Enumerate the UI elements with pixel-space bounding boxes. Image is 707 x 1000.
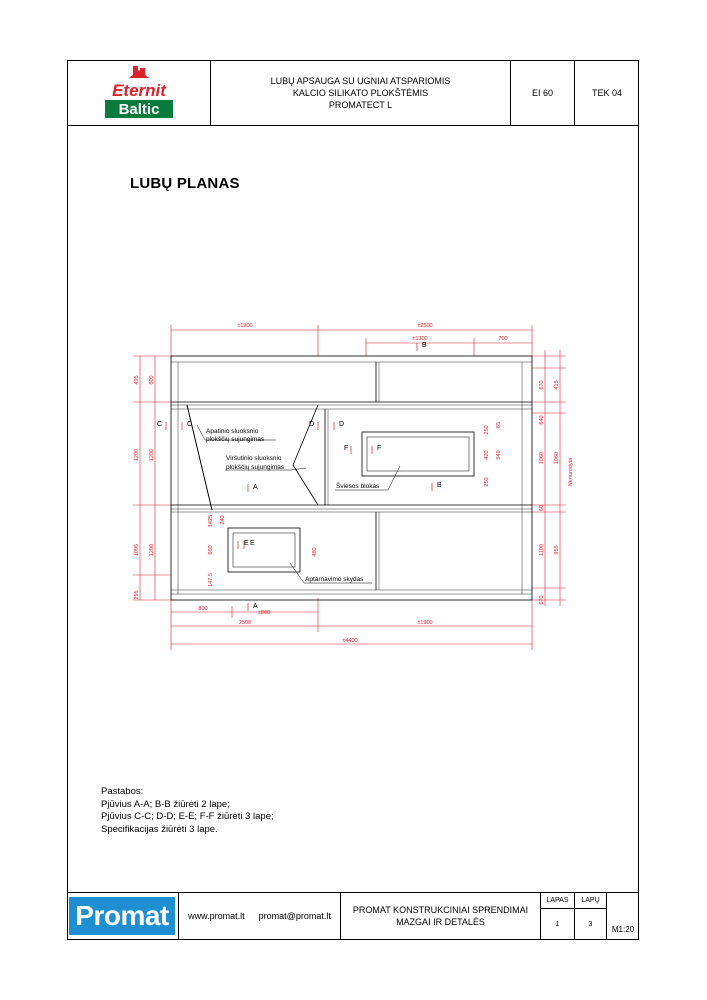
logo-top-text: Eternit	[111, 80, 166, 100]
dim-left-7: 295	[134, 590, 140, 600]
hole-dim-5: 65	[496, 421, 502, 429]
label-top-layer-1: Viršutinio sluoksnio	[226, 455, 282, 462]
dim-bottom-4: ±1900	[417, 620, 433, 626]
section-mark-e1: E	[244, 540, 249, 547]
footer-website[interactable]: www.promat.lt	[188, 911, 245, 921]
sheet-number: 1	[555, 921, 560, 928]
dim-bottom-1: 800	[198, 606, 208, 612]
section-mark-f2: F	[377, 445, 382, 452]
notes-block	[101, 786, 274, 836]
fire-rating: EI 60	[531, 87, 553, 98]
notes-line-1: Pjūvius A-A; B-B žiūrėti 2 lape;	[101, 798, 230, 810]
hatch-dim-5: 240	[220, 515, 226, 525]
page-title: LUBŲ PLANAS	[130, 175, 240, 192]
section-arrows	[166, 343, 432, 611]
hole-dim-4: 250	[484, 477, 490, 487]
dim-right-7: 1100	[539, 544, 545, 556]
dim-right-6: 955	[554, 545, 560, 555]
dim-right-3: 640	[539, 415, 545, 425]
dim-bottom-3: 2500	[238, 620, 252, 626]
ceiling-panels	[171, 356, 532, 600]
hole-dim-1: 250	[484, 425, 490, 435]
section-mark-e2: E	[250, 540, 255, 547]
footer-title-line-2: MAZGAI IR DETALĖS	[396, 917, 485, 927]
section-mark-b2: B	[422, 342, 427, 349]
dim-right-2: 415	[554, 380, 560, 390]
dim-top-4: 700	[498, 336, 508, 342]
right-side-label: Nenurodyta	[568, 457, 574, 487]
scale-cell	[607, 892, 639, 940]
label-top-layer-2: plokščių sujungimas	[226, 464, 285, 471]
dim-top-1: ±1900	[237, 323, 253, 329]
sheets-label: LAPŲ	[581, 896, 600, 904]
dim-left-6: 1200	[149, 543, 155, 557]
sheet-label-cell	[541, 892, 575, 909]
hatch-dim-4: 480	[312, 547, 318, 557]
dim-left-1: 495	[134, 375, 140, 385]
scale: M1:20	[611, 925, 635, 934]
dim-right-1: 670	[539, 380, 545, 390]
notes-heading: Pastabos:	[101, 786, 144, 797]
hole-dim-2: 420	[484, 450, 490, 460]
notes-line-2: Pjūvius C-C; D-D; E-E; F-F žiūrėti 3 lape;	[101, 811, 274, 822]
drawing-code: TEK 04	[591, 87, 622, 98]
section-mark-c2: C	[187, 421, 193, 428]
label-bottom-layer-2: plokščių sujungimas	[206, 436, 265, 443]
dim-right-5: 1060	[554, 451, 560, 465]
logo-bottom-text: Baltic	[118, 100, 159, 118]
section-mark-d2: D	[339, 421, 345, 428]
label-bottom-layer-1: Apatinio sluoksnio	[206, 428, 259, 435]
sheets-total: 3	[588, 921, 593, 928]
dim-left-5: 1095	[134, 543, 140, 557]
section-mark-f1: F	[344, 445, 349, 452]
dim-left-2: 600	[149, 375, 155, 385]
sheets-total-cell	[575, 909, 607, 940]
dim-top-3: ±1300	[412, 336, 428, 342]
dim-left-4: 1200	[149, 448, 155, 462]
sheets-label-cell	[575, 892, 607, 909]
footer-email[interactable]: promat@promat.lt	[258, 911, 331, 921]
dim-bottom-5: ±4400	[342, 638, 358, 644]
label-service-hatch: Aptarnavimo skydas	[305, 576, 364, 583]
promat-logo: Promat	[69, 897, 175, 935]
dim-right-8: 60	[539, 504, 545, 512]
footer-title-line-1: PROMAT KONSTRUKCINIAI SPRENDIMAI	[352, 905, 529, 915]
plan-labels	[206, 428, 380, 583]
sheet-label: LAPAS	[546, 896, 569, 904]
section-mark-b1: B	[437, 482, 442, 489]
leader-lines	[197, 425, 400, 583]
header-title-line-2: KALCIO SILIKATO PLOKŠTĖMIS	[292, 87, 429, 98]
section-mark-a2: A	[253, 603, 258, 610]
header-title-line-1: LUBŲ APSAUGA SU UGNIAI ATSPARIOMIS	[270, 75, 451, 86]
notes-line-3: Specifikacijas žiūrėti 3 lape.	[101, 823, 218, 835]
hatch-dim-1: 1425	[208, 514, 214, 528]
hatch-dim-3: 147.5	[208, 573, 214, 587]
dim-right-4: 1060	[539, 451, 545, 465]
section-mark-d1: D	[309, 421, 315, 428]
section-mark-c1: C	[157, 421, 163, 428]
dim-bottom-2: ±800	[257, 610, 271, 616]
dim-right-9: 670	[539, 595, 545, 605]
hatch-dim-2: 660	[208, 545, 214, 555]
section-mark-a1: A	[253, 484, 258, 491]
footer-contact-cell	[179, 892, 341, 940]
hole-dim-3: 540	[496, 450, 502, 460]
label-light-block: Šviesos blokas	[336, 483, 380, 490]
dim-top-2: ±2500	[417, 323, 433, 329]
footer-title-cell	[341, 892, 541, 940]
header-title-line-3: PROMATECT L	[328, 99, 393, 110]
dim-left-3: 1200	[134, 448, 140, 462]
sheet-no-cell	[541, 909, 575, 940]
